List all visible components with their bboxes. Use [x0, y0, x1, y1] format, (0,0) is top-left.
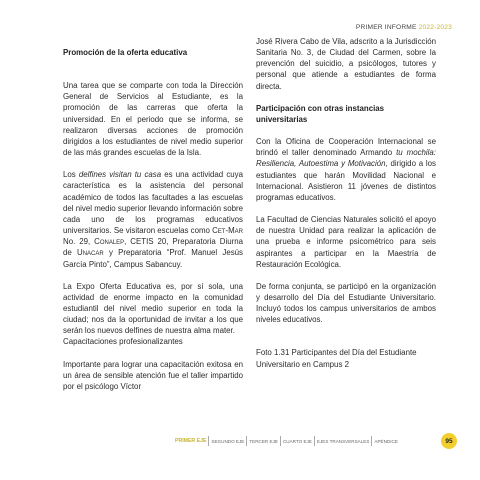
- paragraph-capacitacion: Importante para lograr una capacitación exitosa en un área de sensible atención fue el taller impartido por el psicólogo Víctor: [63, 359, 243, 391]
- paragraph-continuation: José Rivera Cabo de Vila, adscrito a la Jurisdicción Sanitaria No. 3, de Ciudad del Carmen, sobre la prevención del suicidio, a psicólogos, tutores y personal que atiende a estudiantes de forma directa.: [256, 37, 436, 91]
- paragraph-cooperacion: Con la Oficina de Cooperación Internacional se brindó el taller denominado Armando tu mochila: Resiliencia, Autoestima y Motivación, dirigido a los estudiantes que harán Movilidad Nacional e Internacional. Asistieron 11 jóvenes de distintos programas educativos.: [256, 137, 437, 202]
- right-column: [256, 36, 436, 370]
- paragraph-expo: La Expo Oferta Educativa es, por sí sola, una actividad de enorme impacto en la comunidad estudiantil del nivel medio superior en toda la ciudad; nos da la oportunidad de invitar a los que serán los nuevos delfines de nuestra alma mater.: [63, 281, 243, 336]
- paragraph-delfines: Los delfines visitan tu casa es una actividad cuya característica es la asistencia del personal académico de todos las facultades a las escuelas del nivel medio superior llevando información sobre cada uno de los programas educativos universitarios. Se visitaron escuelas como Cet-Mar No. 29, Conalep, CETIS 20, Preparatoria Diurna de Unacar y Preparatoria “Prof. Manuel Jesús García Pinto”, Campus Sabancuy.: [63, 170, 244, 269]
- tab-ejes-transversales[interactable]: EJES TRANSVERSALES: [314, 436, 372, 446]
- header-years: 2022-2023: [418, 24, 452, 31]
- left-column: [63, 36, 243, 392]
- paragraph: Una tarea que se comparte con toda la Dirección General de Servicios al Estudiante, es la promoción de las carreras que oferta la universidad. En el periodo que se informa, se realizaron diversas acciones de promoción dirigidos a los estudiantes de nivel medio superior de las más grandes escuelas de la Isla.: [63, 81, 243, 158]
- tab-segundo-eje[interactable]: SEGUNDO EJE: [208, 436, 246, 446]
- paragraph-ciencias: La Facultad de Ciencias Naturales solicitó el apoyo de nuestra Unidad para realizar la aplicación de una prueba e informe psicométrico para seis aspirantes a participar en la Maestría de Restauración Ecológica.: [256, 215, 436, 269]
- tab-cuarto-eje[interactable]: CUARTO EJE: [280, 436, 314, 446]
- tab-tercer-eje[interactable]: TERCER EJE: [246, 436, 280, 446]
- paragraph-dia-estudiante: De forma conjunta, se participó en la organización y desarrollo del Día del Estudiante Universitario. Incluyó todos los campus universitarios de ambos niveles educativos.: [256, 281, 436, 325]
- tab-apendice[interactable]: APÉNDICE: [371, 436, 400, 446]
- footer-nav: [173, 435, 400, 447]
- page-number: 95: [441, 433, 457, 449]
- tab-primer-eje[interactable]: PRIMER EJE: [175, 438, 207, 444]
- subheading-capacitaciones: Capacitaciones profesionalizantes: [63, 337, 183, 347]
- running-header: [356, 24, 452, 31]
- photo-caption: Foto 1.31 Participantes del Día del Estudiante Universitario en Campus 2: [256, 348, 417, 369]
- section-title-participacion: Participación con otras instancias universitarias: [256, 103, 385, 124]
- header-label: PRIMER INFORME: [355, 24, 417, 31]
- section-title-promocion: Promoción de la oferta educativa: [63, 48, 188, 57]
